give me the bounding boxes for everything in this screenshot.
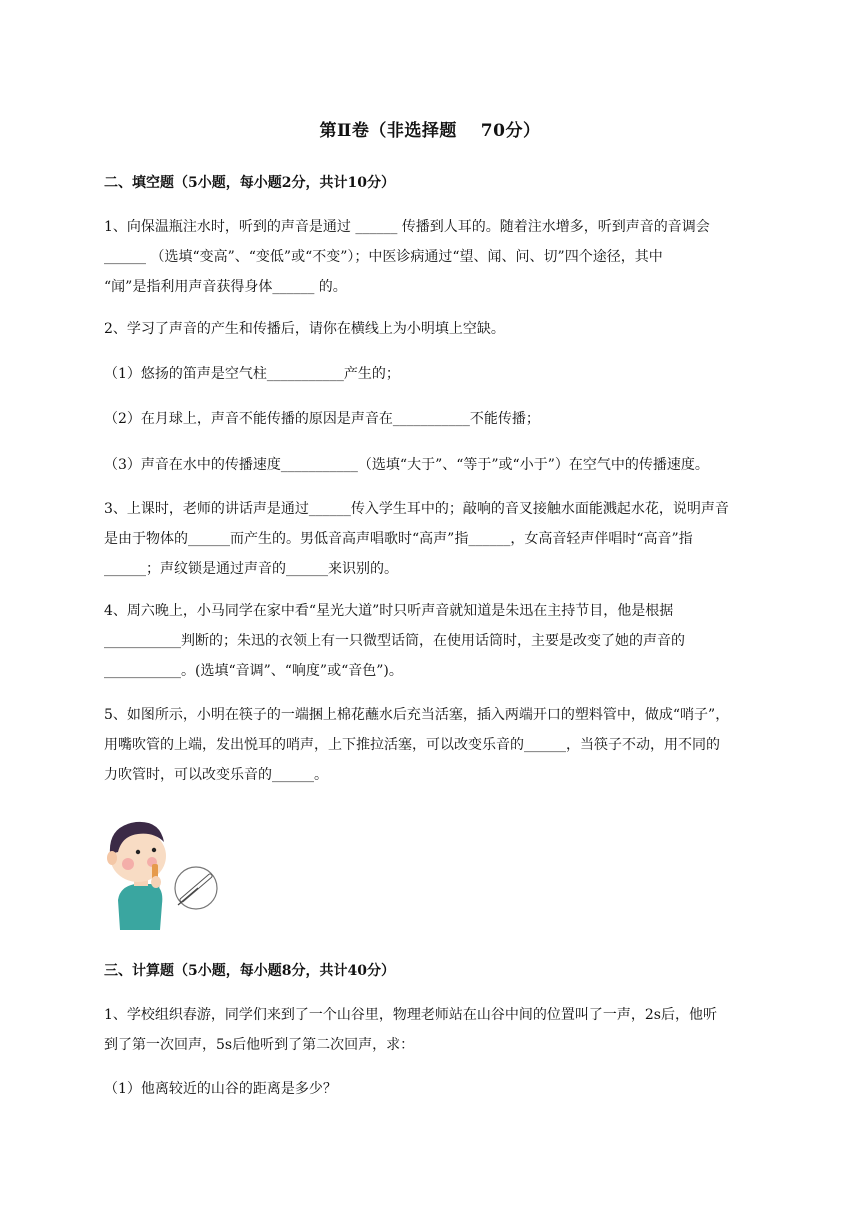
calc-question-1	[104, 1000, 764, 1060]
question-line: 4、周六晚上，小马同学在家中看“星光大道”时只听声音就知道是朱迅在主持节目，他是根据	[104, 603, 674, 619]
question-line: 是由于物体的______而产生的。男低音高声唱歌时“高声”指______，女高音轻声伴唱时“高音”指	[104, 531, 693, 547]
question-line: 1、学校组织春游，同学们来到了一个山谷里，物理老师站在山谷中间的位置叫了一声，2s后，他听	[104, 1007, 717, 1023]
calc-question-1-part-1: （1）他离较近的山谷的距离是多少？	[104, 1081, 337, 1097]
question-2-part-2: （2）在月球上，声音不能传播的原因是声音在___________不能传播；	[104, 411, 540, 427]
question-2-part-3: （3）声音在水中的传播速度___________（选填“大于”、“等于”或“小于”）在空气中的传播速度。	[104, 457, 709, 473]
question-2-part-1: （1）悠扬的笛声是空气柱___________产生的；	[104, 366, 400, 382]
page-title: 第Ⅱ卷（非选择题 70分）	[319, 121, 541, 141]
question-line: 力吹管时，可以改变乐音的______。	[104, 767, 328, 783]
section-heading-fill-in: 二、填空题（5小题，每小题2分，共计10分）	[104, 175, 395, 191]
question-2-stem: 2、学习了声音的产生和传播后，请你在横线上为小明填上空缺。	[104, 321, 505, 337]
question-1	[104, 212, 764, 302]
question-line: 3、上课时，老师的讲话声是通过______传入学生耳中的；敲响的音叉接触水面能溅起水花，说明声音	[104, 501, 729, 517]
section-heading-calculation: 三、计算题（5小题，每小题8分，共计40分）	[104, 963, 395, 979]
boy-whistle-illustration	[98, 808, 220, 930]
question-4	[104, 596, 764, 686]
question-line: ___________。(选填“音调”、“响度”或“音色”)。	[104, 663, 403, 679]
question-line: ______；声纹锁是通过声音的______来识别的。	[104, 561, 398, 577]
question-line: “闻”是指利用声音获得身体______ 的。	[104, 279, 347, 295]
question-line: 用嘴吹管的上端，发出悦耳的哨声，上下推拉活塞，可以改变乐音的______，当筷子不动，用不同的	[104, 737, 720, 753]
question-line: ___________判断的；朱迅的衣领上有一只微型话筒，在使用话筒时，主要是改变了她的声音的	[104, 633, 685, 649]
question-line: ______ （选填“变高”、“变低”或“不变”）；中医诊病通过“望、闻、问、切”四个途径，其中	[104, 249, 663, 265]
question-5	[104, 700, 764, 790]
question-line: 5、如图所示，小明在筷子的一端捆上棉花蘸水后充当活塞，插入两端开口的塑料管中，做成“哨子”，	[104, 707, 730, 723]
question-line: 1、向保温瓶注水时，听到的声音是通过 ______ 传播到人耳的。随着注水增多，听到声音的音调会	[104, 219, 710, 235]
question-3	[104, 494, 764, 584]
question-line: 到了第一次回声，5s后他听到了第二次回声，求：	[104, 1037, 415, 1053]
